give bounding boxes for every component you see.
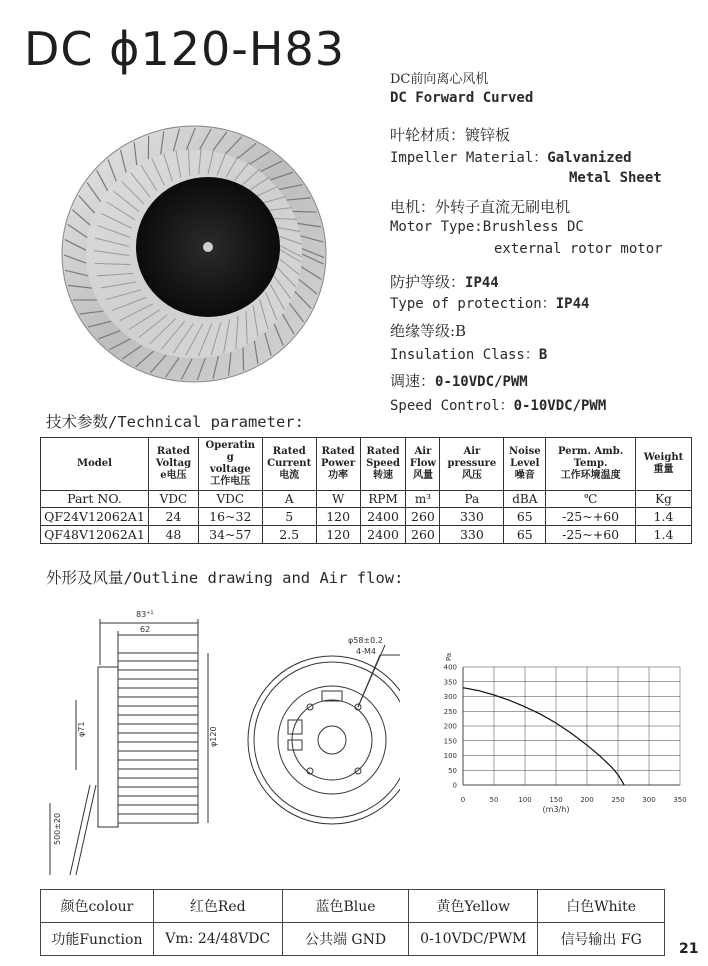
insulation-label: Insulation Class： — [390, 347, 539, 363]
header-line: Current — [267, 458, 312, 469]
value-cell: 5 — [262, 508, 316, 526]
value-cell: 16~32 — [198, 508, 262, 526]
connection-cell: 功能Function — [41, 923, 154, 956]
header-line: Power — [321, 458, 356, 469]
value-cell: 260 — [406, 526, 440, 544]
x-tick-label: 350 — [673, 796, 687, 804]
speed-cn-value: 0-10VDC/PWM — [435, 374, 528, 390]
chart-ylabel: Pa — [445, 652, 453, 661]
tech-header-cell — [360, 438, 406, 491]
value-cell: 65 — [504, 508, 546, 526]
header-line: Noise — [508, 446, 541, 457]
header-line: 电流 — [279, 470, 300, 481]
protection-cn — [390, 271, 499, 292]
fan-blade — [293, 211, 317, 212]
connection-cell: 蓝色Blue — [282, 890, 409, 923]
header-line: voltage — [209, 464, 251, 475]
y-tick-label: 300 — [443, 693, 457, 701]
header-line: Flow — [409, 458, 437, 469]
motor-cn: 电机：外转子直流无刷电机 — [390, 198, 571, 216]
impeller-value-2 — [569, 170, 662, 186]
tech-header-cell — [262, 438, 316, 491]
value-cell: -25~+60 — [546, 508, 636, 526]
header-line: Voltag — [155, 458, 192, 469]
header-line: e电压 — [160, 470, 187, 481]
connection-table — [40, 889, 665, 956]
dim-hole: φ58±0.2 — [348, 636, 383, 645]
motor-type-2: external rotor motor — [494, 241, 663, 257]
header-line: Air — [414, 446, 432, 457]
value-cell: -25~+60 — [546, 526, 636, 544]
part-number-cell: QF48V12062A1 — [41, 526, 149, 544]
unit-cell: Part NO. — [41, 491, 149, 508]
tech-header-cell — [316, 438, 360, 491]
table-row — [41, 508, 692, 526]
x-tick-label: 250 — [611, 796, 625, 804]
type-cn: DC前向离心风机 — [390, 72, 489, 87]
unit-cell: A — [262, 491, 316, 508]
value-cell: 120 — [316, 526, 360, 544]
speed-label: Speed Control： — [390, 398, 514, 414]
speed-cn-label: 调速： — [390, 372, 436, 390]
insulation — [390, 344, 547, 364]
insulation-cn: 绝缘等级:B — [390, 322, 467, 340]
speed-cn — [390, 370, 528, 391]
header-line: Rated — [366, 446, 400, 457]
value-cell: 2400 — [360, 526, 406, 544]
part-number-cell: QF24V12062A1 — [41, 508, 149, 526]
header-line: 噪音 — [514, 470, 535, 481]
x-tick-label: 150 — [549, 796, 563, 804]
header-line: Temp. — [573, 458, 608, 469]
unit-cell: ℃ — [546, 491, 636, 508]
impeller-material — [390, 147, 632, 167]
fan-blade — [243, 347, 244, 370]
header-line: Air — [463, 446, 481, 457]
tech-header-row — [41, 438, 692, 491]
impeller-cn: 叶轮材质：镀锌板 — [390, 126, 511, 144]
impeller-value: Galvanized — [547, 150, 632, 166]
connection-cell: 公共端 GND — [282, 923, 409, 956]
connection-cell: 颜色colour — [41, 890, 154, 923]
protection — [390, 293, 589, 313]
connection-cell: 红色Red — [153, 890, 282, 923]
x-tick-label: 300 — [642, 796, 656, 804]
header-line: Model — [77, 458, 112, 469]
header-line: 风量 — [412, 470, 433, 481]
value-cell: 24 — [148, 508, 198, 526]
connection-cell: 黄色Yellow — [409, 890, 538, 923]
unit-cell: VDC — [148, 491, 198, 508]
value-cell: 260 — [406, 508, 440, 526]
value-cell: 1.4 — [636, 526, 692, 544]
unit-cell: Kg — [636, 491, 692, 508]
header-line: Level — [510, 458, 540, 469]
page-title: DC ϕ120-H83 — [24, 22, 346, 76]
tech-header-cell — [504, 438, 546, 491]
tech-header-cell — [198, 438, 262, 491]
x-tick-label: 200 — [580, 796, 594, 804]
header-line: 工作电压 — [210, 476, 251, 487]
header-line: 转速 — [373, 470, 394, 481]
header-line: Rated — [321, 446, 355, 457]
table-row — [41, 890, 665, 923]
value-cell: 2400 — [360, 508, 406, 526]
header-line: Operatin — [205, 440, 256, 451]
header-line: 重量 — [653, 464, 674, 475]
header-line: Weight — [643, 452, 684, 463]
y-tick-label: 150 — [443, 737, 457, 746]
header-line: Perm. Amb. — [557, 446, 624, 457]
speed-value: 0-10VDC/PWM — [513, 398, 607, 414]
x-tick-label: 50 — [489, 796, 499, 804]
table-row — [41, 526, 692, 544]
header-line: 功率 — [328, 470, 349, 481]
value-cell: 48 — [148, 526, 198, 544]
tech-header-cell — [546, 438, 636, 491]
x-tick-label: 100 — [518, 796, 532, 804]
y-tick-label: 350 — [443, 678, 457, 687]
protection-cn-label: 防护等级： — [390, 273, 466, 291]
protection-cn-value: IP44 — [465, 275, 499, 291]
unit-cell: dBA — [504, 491, 546, 508]
header-line: Speed — [366, 458, 400, 469]
unit-cell: m³ — [406, 491, 440, 508]
value-cell: 65 — [504, 526, 546, 544]
tech-header-cell — [440, 438, 504, 491]
unit-cell: VDC — [198, 491, 262, 508]
motor-type: Motor Type:Brushless DC — [390, 219, 584, 235]
connection-cell: 信号输出 FG — [538, 923, 665, 956]
insulation-value: B — [538, 347, 548, 363]
protection-value: IP44 — [555, 296, 590, 312]
impeller-label: Impeller Material： — [390, 150, 548, 166]
tech-unit-row — [41, 491, 692, 508]
connection-cell: 白色White — [538, 890, 665, 923]
speed-control — [390, 395, 606, 415]
type-en — [390, 90, 533, 106]
unit-cell: W — [316, 491, 360, 508]
dim-71: φ71 — [77, 721, 86, 737]
tech-heading: 技术参数/Technical parameter: — [46, 413, 304, 431]
fan-photo — [58, 112, 330, 387]
side-view — [50, 619, 208, 875]
page-number: 21 — [679, 941, 699, 957]
y-tick-label: 400 — [443, 663, 457, 672]
y-tick-label: 50 — [448, 766, 457, 775]
tech-header-cell — [41, 438, 149, 491]
tech-table — [40, 437, 692, 544]
value-cell: 1.4 — [636, 508, 692, 526]
dim-cable: 500±20 — [53, 812, 62, 845]
type-en-text: DC Forward Curved — [390, 90, 534, 106]
header-line: Rated — [272, 446, 306, 457]
connection-cell: 0-10VDC/PWM — [409, 923, 538, 956]
front-view — [248, 645, 400, 824]
unit-cell: RPM — [360, 491, 406, 508]
y-tick-label: 0 — [452, 781, 457, 790]
y-tick-label: 200 — [443, 722, 457, 731]
airflow-chart — [405, 645, 695, 825]
dim-62: 62 — [140, 625, 151, 634]
value-cell: 2.5 — [262, 526, 316, 544]
dim-m4: 4-M4 — [356, 647, 376, 656]
header-line: g — [226, 452, 234, 463]
connection-cell: Vm: 24/48VDC — [153, 923, 282, 956]
protection-label: Type of protection： — [390, 296, 556, 312]
value-cell: 34~57 — [198, 526, 262, 544]
tech-header-cell — [148, 438, 198, 491]
header-line: 风压 — [461, 470, 482, 481]
table-row — [41, 923, 665, 956]
dim-83: $83^{+1}$ — [136, 610, 154, 619]
impeller-value2-text: Metal Sheet — [569, 170, 662, 186]
header-line: pressure — [447, 458, 497, 469]
value-cell: 120 — [316, 508, 360, 526]
header-line: Rated — [156, 446, 190, 457]
tech-header-cell — [636, 438, 692, 491]
y-tick-label: 100 — [443, 752, 457, 760]
x-tick-label: 0 — [460, 796, 466, 804]
unit-cell: Pa — [440, 491, 504, 508]
dim-120: φ120 — [209, 726, 218, 747]
outline-drawing — [40, 605, 400, 875]
value-cell: 330 — [440, 526, 504, 544]
header-line: 工作环境温度 — [560, 470, 621, 481]
y-tick-label: 250 — [443, 707, 457, 716]
tech-header-cell — [406, 438, 440, 491]
chart-xlabel: (m3/h) — [542, 805, 570, 814]
outline-heading: 外形及风量/Outline drawing and Air flow: — [46, 569, 404, 587]
value-cell: 330 — [440, 508, 504, 526]
